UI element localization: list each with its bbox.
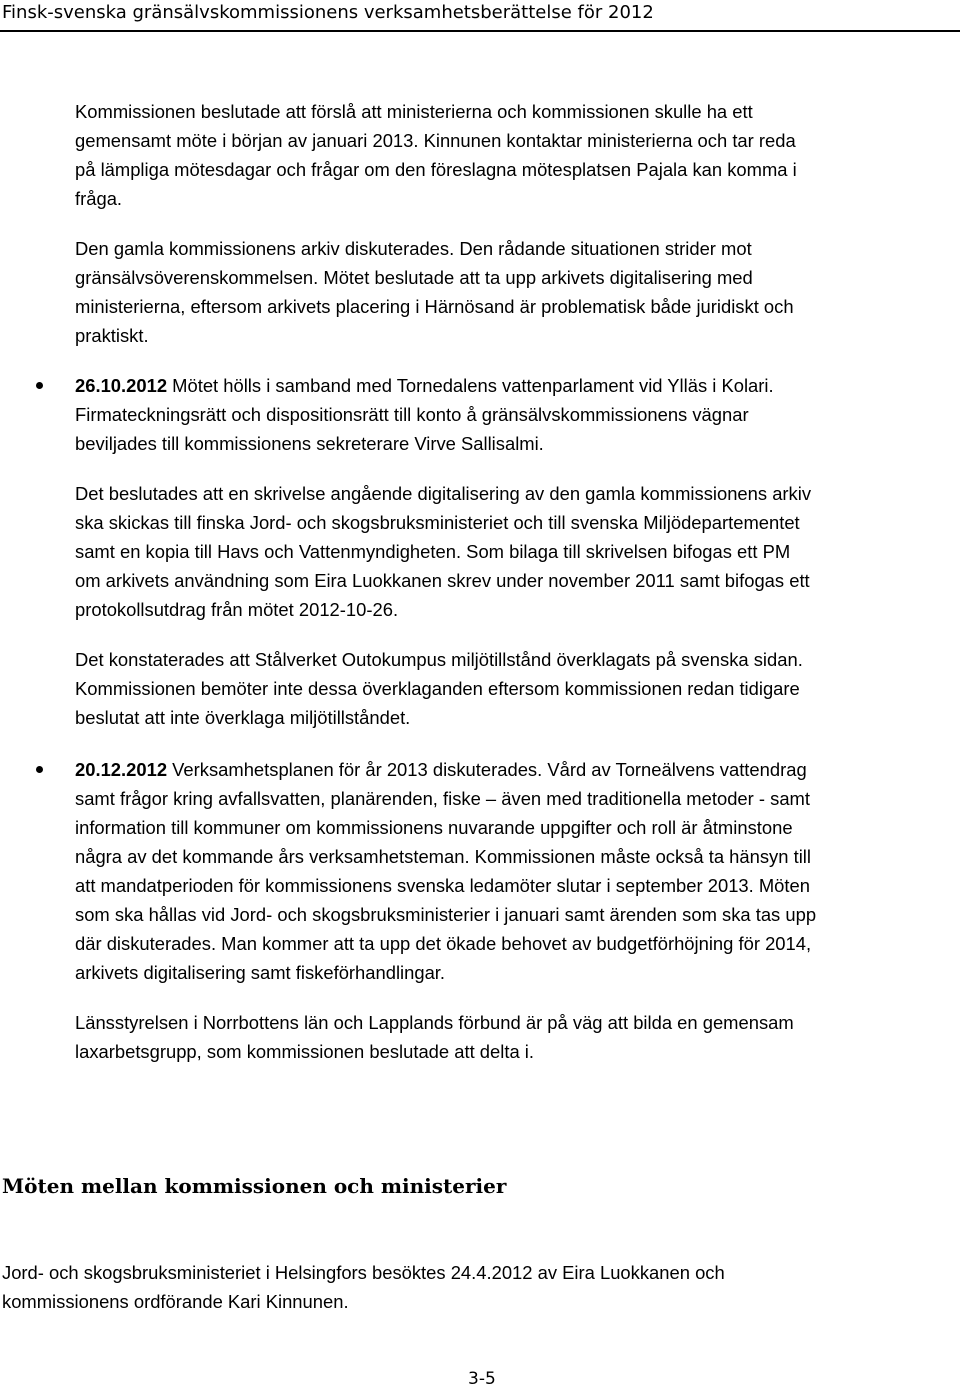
meeting-date: 20.12.2012 xyxy=(75,759,168,780)
text-line: gemensamt möte i början av januari 2013. Kinnunen kontaktar ministerierna och tar reda xyxy=(75,130,796,151)
text-line: beslutat att inte överklaga miljötillståndet. xyxy=(75,707,411,728)
text-line: praktiskt. xyxy=(75,325,149,346)
text-line: ministerierna, eftersom arkivets placering i Härnösand är problematisk både juridiskt och xyxy=(75,296,794,317)
paragraph-salmon-working-group xyxy=(75,1008,960,1066)
text-line: på lämpliga mötesdagar och frågar om den föreslagna mötesplatsen Pajala kan komma i xyxy=(75,159,797,180)
text-line: att mandatperioden för kommissionens svenska ledamöter slutar i september 2013. Möten xyxy=(75,875,810,896)
text-line: arkivets digitalisering samt fiskeförhandlingar. xyxy=(75,962,446,983)
text-line-rest: Mötet hölls i samband med Tornedalens vattenparlament vid Ylläs i Kolari. xyxy=(167,375,774,396)
text-line: Jord- och skogsbruksministeriet i Helsingfors besöktes 24.4.2012 av Eira Luokkanen och xyxy=(2,1262,725,1283)
text-line: om arkivets användning som Eira Luokkanen skrev under november 2011 samt bifogas ett xyxy=(75,570,810,591)
text-line: Kommissionen beslutade att förslå att ministerierna och kommissionen skulle ha ett xyxy=(75,101,753,122)
text-line: Firmateckningsrätt och dispositionsrätt till konto å gränsälvskommissionens vägnar xyxy=(75,404,749,425)
text-line: protokollsutdrag från mötet 2012-10-26. xyxy=(75,599,399,620)
document-header-title: Finsk-svenska gränsälvskommissionens verksamhetsberättelse för 2012 xyxy=(2,2,654,23)
text-line: Det konstaterades att Stålverket Outokumpus miljötillstånd överklagats på svenska sidan. xyxy=(75,649,803,670)
header-rule xyxy=(0,30,960,32)
text-line: beviljades till kommissionens sekreterare Virve Sallisalmi. xyxy=(75,433,544,454)
text-line: som ska hållas vid Jord- och skogsbruksministerier i januari samt ärenden som ska tas upp xyxy=(75,904,817,925)
paragraph-archive-letter xyxy=(75,479,960,624)
text-line xyxy=(75,371,960,400)
text-line-rest: Verksamhetsplanen för år 2013 diskuterades. Vård av Torneälvens vattendrag xyxy=(167,759,807,780)
text-line: samt en kopia till Havs och Vattenmyndigheten. Som bilaga till skrivelsen bifogas ett PM xyxy=(75,541,791,562)
text-line: Den gamla kommissionens arkiv diskuterades. Den rådande situationen strider mot xyxy=(75,238,752,259)
page-number: 3-5 xyxy=(468,1369,496,1389)
text-line: ska skickas till finska Jord- och skogsbruksministeriet och till svenska Miljödepartementet xyxy=(75,512,800,533)
bullet-marker xyxy=(36,766,43,773)
text-line: några av det kommande års verksamhetsteman. Kommissionen måste också ta hänsyn till xyxy=(75,846,811,867)
text-line: kommissionens ordförande Kari Kinnunen. xyxy=(2,1291,349,1312)
bullet-item-2012-10-26 xyxy=(75,371,960,458)
section-heading: Möten mellan kommissionen och ministerier xyxy=(2,1174,507,1198)
text-line xyxy=(75,755,960,784)
text-line: Länsstyrelsen i Norrbottens län och Lapplands förbund är på väg att bilda en gemensam xyxy=(75,1012,794,1033)
meeting-date: 26.10.2012 xyxy=(75,375,168,396)
text-line: samt frågor kring avfallsvatten, planärenden, fiske – även med traditionella metoder - samt xyxy=(75,788,810,809)
text-line: information till kommuner om kommissionens nuvarande uppgifter och roll är åtminstone xyxy=(75,817,793,838)
paragraph-outokumpus-permit xyxy=(75,645,960,732)
paragraph-meeting-proposal xyxy=(75,97,960,213)
paragraph-ministry-visit xyxy=(2,1258,952,1316)
bullet-marker xyxy=(36,382,43,389)
text-line: Kommissionen bemöter inte dessa överklaganden eftersom kommissionen redan tidigare xyxy=(75,678,800,699)
paragraph-archive-discussion xyxy=(75,234,960,350)
text-line: Det beslutades att en skrivelse angående digitalisering av den gamla kommissionens arkiv xyxy=(75,483,812,504)
text-line: gränsälvsöverenskommelsen. Mötet beslutade att ta upp arkivets digitalisering med xyxy=(75,267,753,288)
text-line: fråga. xyxy=(75,188,123,209)
text-line: laxarbetsgrupp, som kommissionen beslutade att delta i. xyxy=(75,1041,534,1062)
text-line: där diskuterades. Man kommer att ta upp det ökade behovet av budgetförhöjning för 2014, xyxy=(75,933,812,954)
bullet-item-2012-12-20 xyxy=(75,755,960,987)
